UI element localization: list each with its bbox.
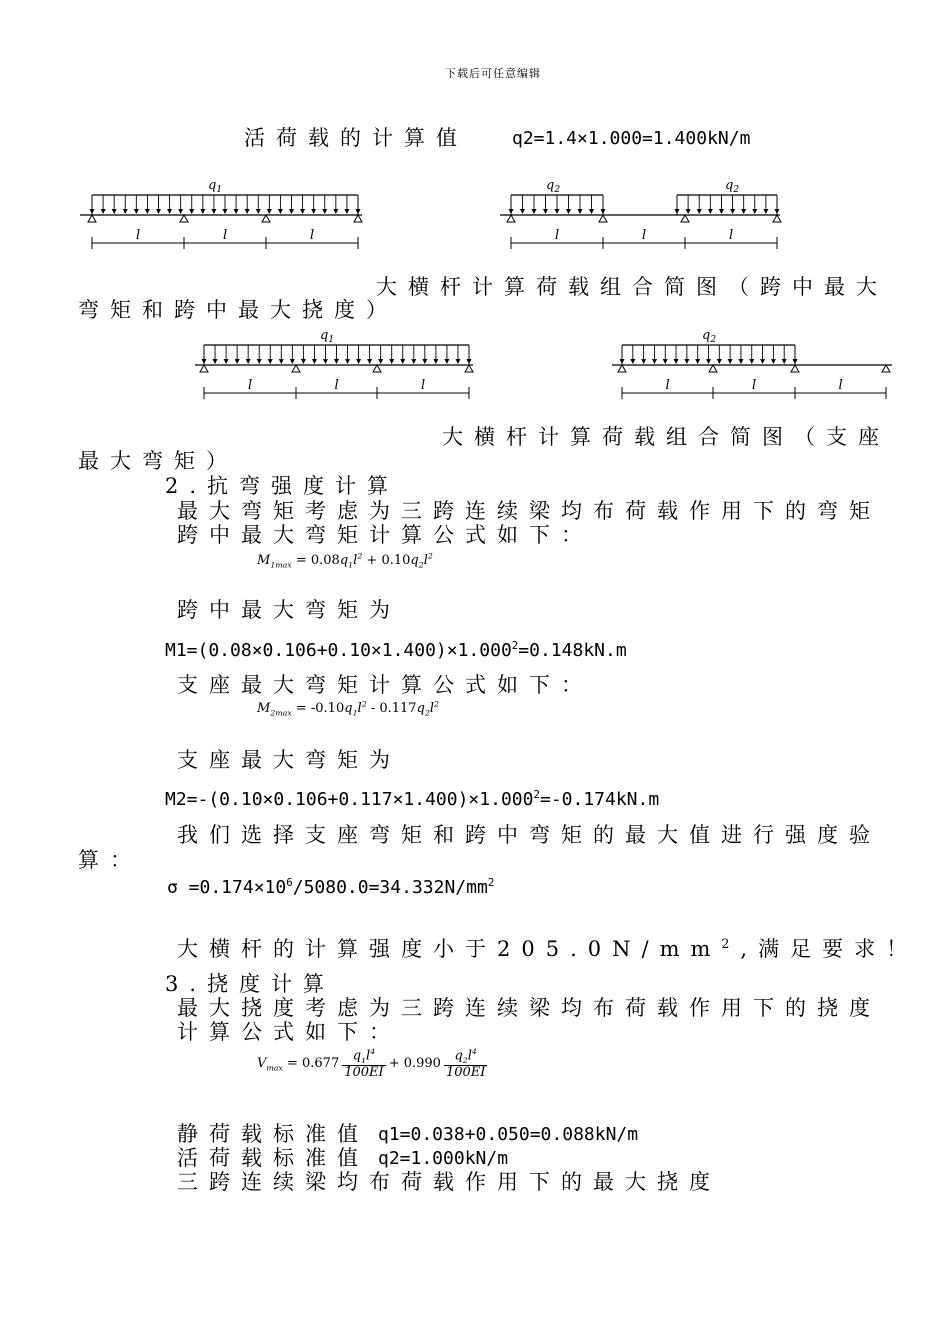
load-arrowhead	[509, 209, 514, 214]
load-arrowhead	[782, 359, 787, 364]
load-arrowhead	[300, 209, 305, 214]
span-label: l	[838, 378, 843, 393]
span-label: l	[223, 228, 228, 243]
support-triangle	[791, 365, 799, 372]
formula-vmax: $V_{max} = 0.677$ $\frac{q_1l^4}{100EI}$ + 0.990 $\frac{q_2l^4}{100EI}$	[257, 1047, 486, 1080]
live-std-value: q2=1.000kN/m	[378, 1148, 509, 1169]
load-arrowhead	[311, 209, 316, 214]
load-arrowhead	[290, 359, 295, 364]
beam-diagram-full-load-1	[80, 170, 380, 260]
load-arrowhead	[695, 359, 700, 364]
load-arrowhead	[279, 359, 284, 364]
load-arrowhead	[641, 359, 646, 364]
load-arrowhead	[775, 209, 780, 214]
formula-m2max: $M_{2max} = -0.10q_1l^2 - 0.117q_2l^2$	[257, 700, 439, 718]
m1-value: $M1=(0.08\times 0.106+0.10\times 1.400)\times 1.000^2=0.148kN.m$	[165, 639, 627, 661]
load-arrowhead	[345, 359, 350, 364]
load-arrowhead	[334, 359, 339, 364]
dead-load-value: q1=0.038+0.050=0.088kN/m	[378, 1124, 639, 1145]
load-arrowhead	[278, 209, 283, 214]
check-para-a: 我们选择支座弯矩和跨中弯矩的最大值进行强度验	[177, 823, 881, 847]
caption-1a: 大横杆计算荷载组合简图（跨中最大	[376, 275, 888, 299]
support-triangle	[709, 365, 717, 372]
load-arrowhead	[333, 209, 338, 214]
load-arrowhead	[686, 209, 691, 214]
load-label: $q_2$	[546, 178, 561, 195]
load-arrowhead	[400, 359, 405, 364]
load-arrowhead	[257, 359, 262, 364]
load-arrowhead	[211, 209, 216, 214]
load-arrowhead	[200, 209, 205, 214]
load-label: $q_1$	[320, 328, 335, 345]
load-arrowhead	[467, 359, 472, 364]
load-arrowhead	[663, 359, 668, 364]
section-2-para-1: 最大弯矩考虑为三跨连续梁均布荷载作用下的弯矩	[177, 499, 881, 523]
load-arrowhead	[246, 359, 251, 364]
check-para-b: 算：	[78, 848, 142, 872]
load-arrowhead	[202, 359, 207, 364]
span-label: l	[555, 228, 560, 243]
load-arrowhead	[717, 359, 722, 364]
live-std-label: 活荷载标准值	[177, 1146, 369, 1170]
load-arrowhead	[224, 359, 229, 364]
live-load-label: 活荷载的计算值	[244, 126, 468, 150]
beam-diagram-alternate-load	[500, 170, 800, 260]
load-arrowhead	[156, 209, 161, 214]
load-arrowhead	[234, 209, 239, 214]
load-arrowhead	[223, 209, 228, 214]
support-triangle	[599, 215, 607, 222]
span-label: l	[642, 228, 647, 243]
load-arrowhead	[738, 359, 743, 364]
support-triangle	[681, 215, 689, 222]
load-arrowhead	[356, 359, 361, 364]
support-triangle	[507, 215, 515, 222]
beam-diagram-two-span-load	[612, 320, 912, 415]
load-arrowhead	[312, 359, 317, 364]
load-arrowhead	[289, 209, 294, 214]
load-arrowhead	[601, 209, 606, 214]
support-triangle	[200, 365, 208, 372]
section-2-title: 2.抗弯强度计算	[165, 474, 400, 498]
section-3-title: 3.挠度计算	[165, 972, 336, 996]
dead-load-label: 静荷载标准值	[177, 1122, 369, 1146]
span-label: l	[421, 378, 426, 393]
load-arrowhead	[112, 209, 117, 214]
load-arrowhead	[344, 209, 349, 214]
load-label: $q_1$	[208, 178, 223, 195]
section-2-para-2: 跨中最大弯矩计算公式如下：	[177, 523, 593, 547]
formula-m1max: $M_{1max} = 0.08q_1l^2 + 0.10q_2l^2$	[257, 552, 433, 570]
load-arrowhead	[444, 359, 449, 364]
load-arrowhead	[267, 209, 272, 214]
load-arrowhead	[706, 359, 711, 364]
load-arrowhead	[566, 209, 571, 214]
span-label: l	[248, 378, 253, 393]
span-label: l	[310, 228, 315, 243]
strength-result: 大横杆的计算强度小于$205.0N/mm^2$,满足要求！	[177, 936, 919, 961]
support-triangle	[618, 365, 626, 372]
sigma-value: $\sigma =0.174\times 10^6/5080.0=34.332N/mm^2$	[167, 876, 495, 898]
load-arrowhead	[674, 359, 679, 364]
span-label: l	[136, 228, 141, 243]
load-arrowhead	[213, 359, 218, 364]
load-arrowhead	[378, 359, 383, 364]
section-3-para-2: 计算公式如下：	[177, 1020, 401, 1044]
load-arrowhead	[763, 209, 768, 214]
load-arrowhead	[543, 209, 548, 214]
load-arrowhead	[268, 359, 273, 364]
load-arrowhead	[730, 209, 735, 214]
caption-1b: 弯矩和跨中最大挠度）	[78, 298, 398, 322]
load-arrowhead	[719, 209, 724, 214]
load-arrowhead	[389, 359, 394, 364]
caption-2b: 最大弯矩）	[78, 449, 238, 473]
load-arrowhead	[771, 359, 776, 364]
span-label: l	[729, 228, 734, 243]
support-triangle	[354, 215, 362, 222]
load-arrowhead	[367, 359, 372, 364]
load-arrowhead	[760, 359, 765, 364]
support-triangle	[465, 365, 473, 372]
support-triangle	[882, 365, 890, 372]
m1-label: 跨中最大弯矩为	[177, 598, 401, 622]
support-triangle	[773, 215, 781, 222]
load-arrowhead	[684, 359, 689, 364]
load-arrowhead	[630, 359, 635, 364]
load-arrowhead	[301, 359, 306, 364]
load-arrowhead	[520, 209, 525, 214]
load-arrowhead	[322, 209, 327, 214]
load-arrowhead	[189, 209, 194, 214]
live-load-value: q2=1.4×1.000=1.400kN/m	[512, 128, 751, 149]
load-arrowhead	[708, 209, 713, 214]
load-arrowhead	[752, 209, 757, 214]
load-arrowhead	[433, 359, 438, 364]
section-3-para-1: 最大挠度考虑为三跨连续梁均布荷载作用下的挠度	[177, 996, 881, 1020]
load-arrowhead	[793, 359, 798, 364]
support-triangle	[262, 215, 270, 222]
span-label: l	[665, 378, 670, 393]
load-arrowhead	[697, 209, 702, 214]
load-arrowhead	[134, 209, 139, 214]
beam-diagram-full-load-2	[195, 320, 495, 415]
load-arrowhead	[728, 359, 733, 364]
support-triangle	[292, 365, 300, 372]
m2-label: 支座最大弯矩为	[177, 748, 401, 772]
last-line: 三跨连续梁均布荷载作用下的最大挠度	[177, 1170, 721, 1194]
span-label: l	[334, 378, 339, 393]
load-arrowhead	[455, 359, 460, 364]
load-arrowhead	[167, 209, 172, 214]
load-arrowhead	[620, 359, 625, 364]
load-arrowhead	[749, 359, 754, 364]
load-arrowhead	[90, 209, 95, 214]
load-arrowhead	[123, 209, 128, 214]
page-header: 下载后可任意编辑	[445, 67, 541, 80]
load-label: $q_2$	[702, 328, 717, 345]
m2-value: $M2=-(0.10\times 0.106+0.117\times 1.400)\times 1.000^2=-0.174kN.m$	[165, 788, 660, 810]
span-label: l	[752, 378, 757, 393]
load-arrowhead	[589, 209, 594, 214]
section-2-para-3: 支座最大弯矩计算公式如下：	[177, 673, 593, 697]
load-arrowhead	[323, 359, 328, 364]
load-arrowhead	[555, 209, 560, 214]
load-arrowhead	[101, 209, 106, 214]
load-arrowhead	[578, 209, 583, 214]
load-arrowhead	[256, 209, 261, 214]
load-arrowhead	[422, 359, 427, 364]
load-arrowhead	[356, 209, 361, 214]
load-arrowhead	[235, 359, 240, 364]
load-arrowhead	[145, 209, 150, 214]
load-arrowhead	[411, 359, 416, 364]
support-triangle	[373, 365, 381, 372]
load-arrowhead	[652, 359, 657, 364]
support-triangle	[180, 215, 188, 222]
load-arrowhead	[245, 209, 250, 214]
load-arrowhead	[532, 209, 537, 214]
load-label: $q_2$	[725, 178, 740, 195]
load-arrowhead	[741, 209, 746, 214]
caption-2a: 大横杆计算荷载组合简图（支座	[442, 425, 890, 449]
load-arrowhead	[675, 209, 680, 214]
support-triangle	[88, 215, 96, 222]
load-arrowhead	[178, 209, 183, 214]
